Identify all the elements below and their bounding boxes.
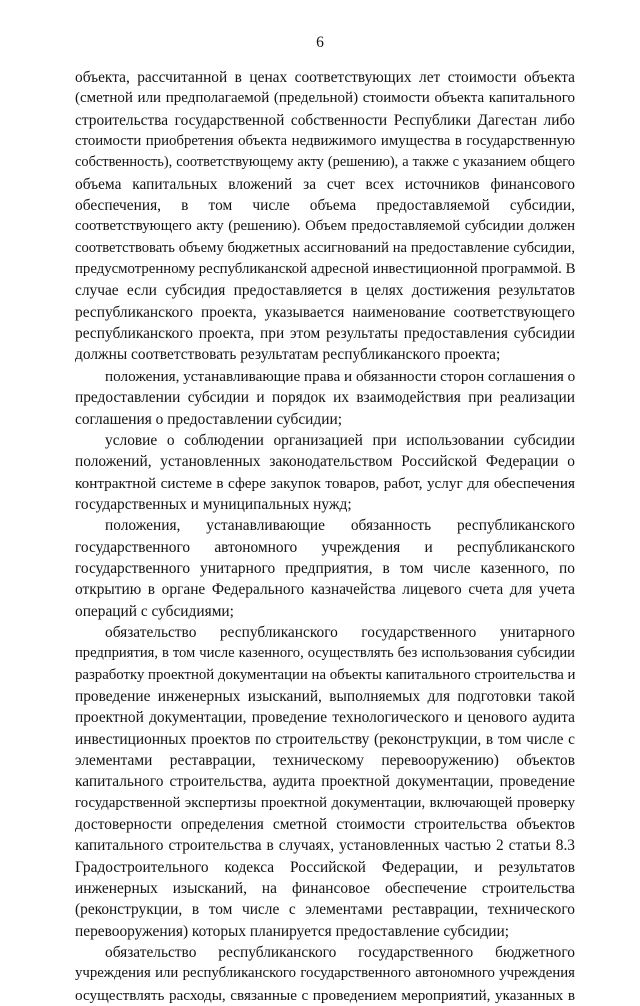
text-line: соглашения о предоставлении субсидии;	[75, 410, 342, 428]
text-line: элементами реставрации, техническому перевооружению) объектов	[75, 752, 575, 769]
text-line: соответствовать объему бюджетных ассигнований на предоставление субсидии,	[75, 239, 575, 256]
text-line: собственность), соответствующему акту (решению), а также с указанием общего	[75, 154, 575, 171]
text-line: должны соответствовать результатам республиканского проекта;	[75, 346, 501, 364]
text-line: Градостроительного кодекса Российской Федерации, и результатов	[75, 858, 575, 876]
text-line: соответствующего акту (решению). Объем предоставляемой субсидии должен	[75, 218, 575, 235]
page-number: 6	[316, 34, 324, 51]
text-line: положений, установленных законодательством Российской Федерации о	[75, 453, 575, 471]
text-line: (реконструкции, в том числе с элементами реставрации, технического	[75, 901, 575, 919]
text-line: осуществлять расходы, связанные с проведением мероприятий, указанных в	[75, 986, 575, 1004]
text-line: достоверности определения сметной стоимости строительства объектов	[75, 816, 575, 834]
text-line: объекта, рассчитанной в ценах соответствующих лет стоимости объекта	[75, 69, 575, 86]
text-line: положения, устанавливающие права и обязанности сторон соглашения о	[105, 367, 575, 385]
text-line: проведение инженерных изысканий, выполняемых для подготовки такой	[75, 687, 575, 705]
text-line: государственного унитарного предприятия, в том числе казенного, по	[75, 559, 575, 577]
text-line: (сметной или предполагаемой (предельной) стоимости объекта капитального	[75, 90, 575, 107]
text-line: предприятия, в том числе казенного, осуществлять без использования субсидии	[75, 645, 575, 662]
text-line: предусмотренному республиканской адресной инвестиционной программой. В	[75, 261, 575, 278]
text-line: стоимости приобретения объекта недвижимого имущества в государственную	[75, 133, 575, 150]
text-line: строительства государственной собственности Республики Дагестан либо	[75, 111, 575, 129]
text-line: государственного автономного учреждения и республиканского	[75, 538, 575, 556]
text-line: разработку проектной документации на объекты капитального строительства и	[75, 666, 575, 683]
text-line: государственных и муниципальных нужд;	[75, 495, 352, 513]
text-line: случае если субсидия предоставляется в целях достижения результатов	[75, 282, 575, 300]
text-line: инвестиционных проектов по строительству (реконструкции, в том числе с	[75, 730, 575, 748]
text-line: обязательство республиканского государственного унитарного	[105, 623, 575, 641]
body-text	[75, 67, 575, 1006]
text-line: операций с субсидиями;	[75, 602, 234, 620]
text-line: капитального строительства, аудита проектной документации, проведение	[75, 773, 575, 791]
text-line: проектной документации, проведение технологического и ценового аудита	[75, 709, 575, 727]
text-line: объема капитальных вложений за счет всех источников финансового	[75, 175, 575, 193]
text-line: контрактной системе в сфере закупок товаров, работ, услуг для обеспечения	[75, 474, 575, 492]
text-line: перевооружения) которых планируется предоставление субсидии;	[75, 922, 509, 940]
text-line: обеспечения, в том числе объема предоставляемой субсидии,	[75, 197, 575, 215]
text-line: республиканского проекта, указывается наименование соответствующего	[75, 303, 575, 321]
text-line: условие о соблюдении организацией при использовании субсидии	[105, 431, 575, 449]
text-line: предоставлении субсидии и порядок их взаимодействия при реализации	[75, 389, 575, 407]
text-line: государственной экспертизы проектной документации, включающей проверку	[75, 794, 575, 811]
text-line: открытию в органе Федерального казначейства лицевого счета для учета	[75, 581, 575, 599]
text-line: инженерных изысканий, на финансовое обеспечение строительства	[75, 880, 575, 898]
text-line: капитального строительства в случаях, установленных частью 2 статьи 8.3	[75, 837, 575, 855]
text-line: учреждения или республиканского государственного автономного учреждения	[75, 965, 575, 982]
text-line: республиканского проекта, при этом результаты предоставления субсидии	[75, 325, 575, 343]
text-line: обязательство республиканского государственного бюджетного	[105, 944, 575, 962]
text-line: положения, устанавливающие обязанность республиканского	[105, 517, 575, 535]
